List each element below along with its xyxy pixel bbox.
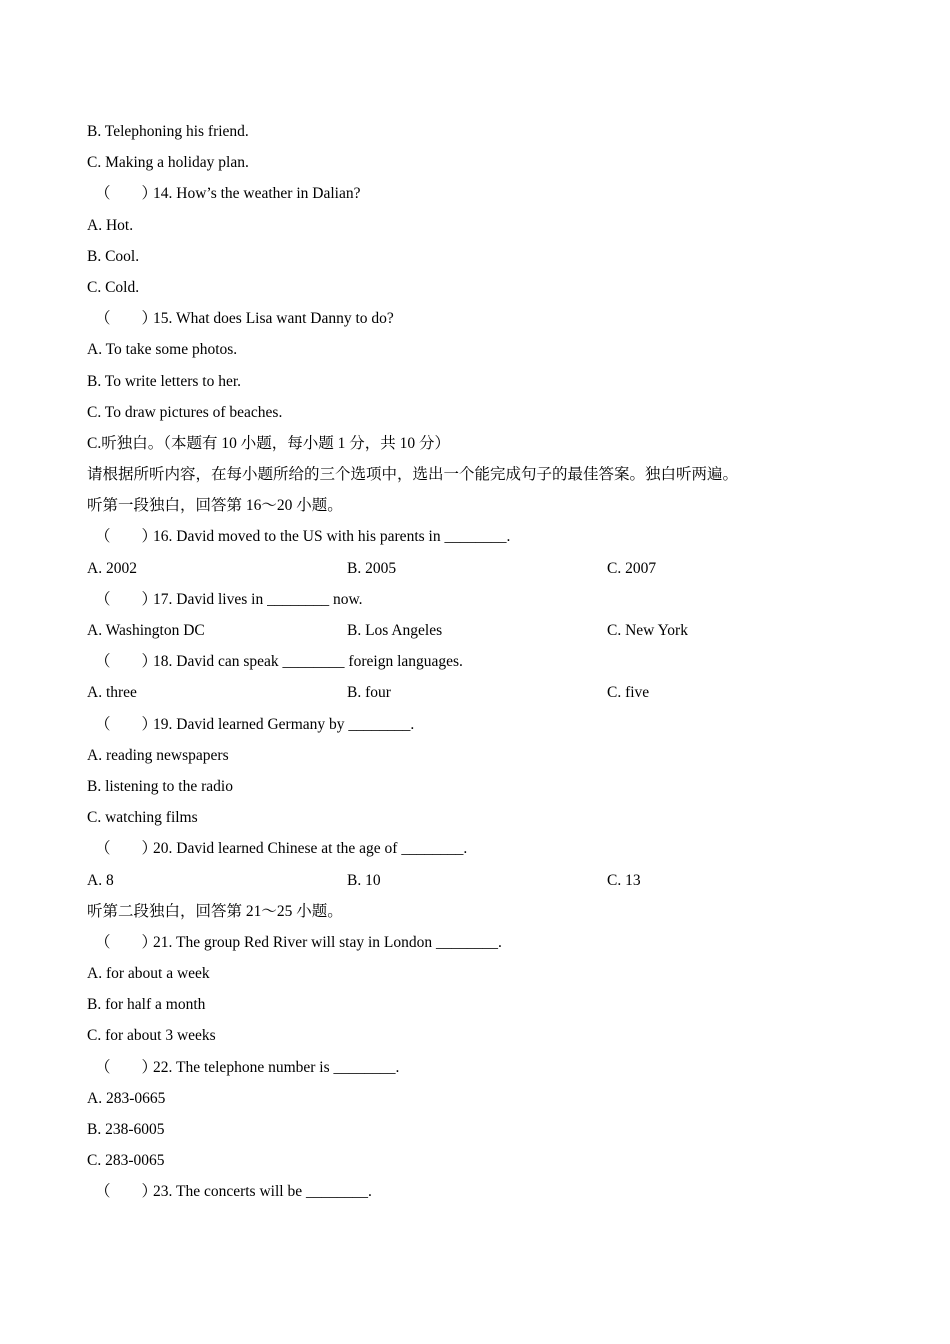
option-choice: B. Los Angeles — [347, 622, 443, 639]
question-text: 16. David moved to the US with his parents in ________. — [153, 528, 511, 546]
question-text: 14. How’s the weather in Dalian? — [153, 185, 361, 203]
question-text: 23. The concerts will be ________. — [153, 1183, 372, 1201]
text-line: B. To write letters to her. — [87, 372, 242, 390]
answer-blank-parentheses: （ ） — [95, 840, 158, 858]
text-line: C. 283-0065 — [87, 1152, 165, 1170]
text-line: A. Hot. — [87, 216, 134, 234]
question-line — [87, 178, 867, 209]
option-choice: A. three — [87, 684, 137, 702]
question-line — [87, 709, 867, 740]
text-line: C. for about 3 weeks — [87, 1027, 216, 1045]
answer-blank-parentheses: （ ） — [95, 185, 158, 203]
question-line — [87, 303, 867, 334]
option-choice: B. 2005 — [347, 559, 397, 577]
option-row — [87, 677, 867, 708]
text-line: A. 283-0665 — [87, 1089, 166, 1107]
question-text: 21. The group Red River will stay in London ________. — [153, 933, 502, 951]
answer-blank-parentheses: （ ） — [95, 590, 158, 608]
text-line: B. Telephoning his friend. — [87, 123, 249, 140]
option-row — [87, 865, 867, 896]
answer-blank-parentheses: （ ） — [95, 1058, 158, 1076]
text-line: C. To draw pictures of beaches. — [87, 403, 283, 421]
question-line — [87, 584, 867, 615]
question-text: 19. David learned Germany by ________. — [153, 715, 415, 733]
text-line: B. Cool. — [87, 247, 140, 265]
question-text: 15. What does Lisa want Danny to do? — [153, 310, 394, 328]
question-text: 20. David learned Chinese at the age of ________. — [153, 840, 468, 858]
question-line — [87, 833, 867, 864]
text-line: C. Cold. — [87, 278, 140, 296]
text-line: 听第一段独白，回答第 16～20 小题。 — [87, 497, 343, 515]
answer-blank-parentheses: （ ） — [95, 1183, 158, 1201]
answer-blank-parentheses: （ ） — [95, 653, 158, 671]
question-line — [87, 521, 867, 552]
option-choice: A. Washington DC — [87, 622, 205, 639]
question-text: 22. The telephone number is ________. — [153, 1058, 400, 1076]
text-line: C. watching films — [87, 809, 198, 827]
text-line: 听第二段独白，回答第 21～25 小题。 — [87, 902, 343, 920]
text-line: B. for half a month — [87, 996, 206, 1014]
option-choice: C. five — [607, 684, 650, 702]
option-choice: C. New York — [607, 622, 688, 639]
text-line: C.听独白。（本题有 10 小题，每小题 1 分，共 10 分） — [87, 434, 450, 452]
option-choice: C. 13 — [607, 871, 641, 889]
option-choice: A. 2002 — [87, 559, 137, 577]
answer-blank-parentheses: （ ） — [95, 933, 158, 951]
option-choice: B. four — [347, 684, 391, 702]
answer-blank-parentheses: （ ） — [95, 310, 158, 328]
question-text: 18. David can speak ________ foreign languages. — [153, 653, 463, 671]
answer-blank-parentheses: （ ） — [95, 715, 158, 733]
text-line: A. To take some photos. — [87, 341, 238, 359]
text-line: B. listening to the radio — [87, 777, 233, 795]
exam-page — [87, 116, 867, 1208]
text-line: B. 238-6005 — [87, 1121, 165, 1138]
text-line: A. for about a week — [87, 965, 210, 983]
question-line — [87, 927, 867, 958]
question-line — [87, 1176, 867, 1207]
text-line: 请根据所听内容，在每小题所给的三个选项中，选出一个能完成句子的最佳答案。独白听两遍。 — [87, 466, 739, 484]
option-row — [87, 553, 867, 584]
question-line — [87, 1052, 867, 1083]
question-text: 17. David lives in ________ now. — [153, 590, 363, 608]
option-choice: C. 2007 — [607, 559, 657, 577]
answer-blank-parentheses: （ ） — [95, 528, 158, 546]
question-line — [87, 646, 867, 677]
option-choice: B. 10 — [347, 871, 381, 889]
text-line: A. reading newspapers — [87, 746, 229, 764]
text-line: C. Making a holiday plan. — [87, 154, 249, 172]
option-row — [87, 615, 867, 646]
option-choice: A. 8 — [87, 871, 114, 889]
